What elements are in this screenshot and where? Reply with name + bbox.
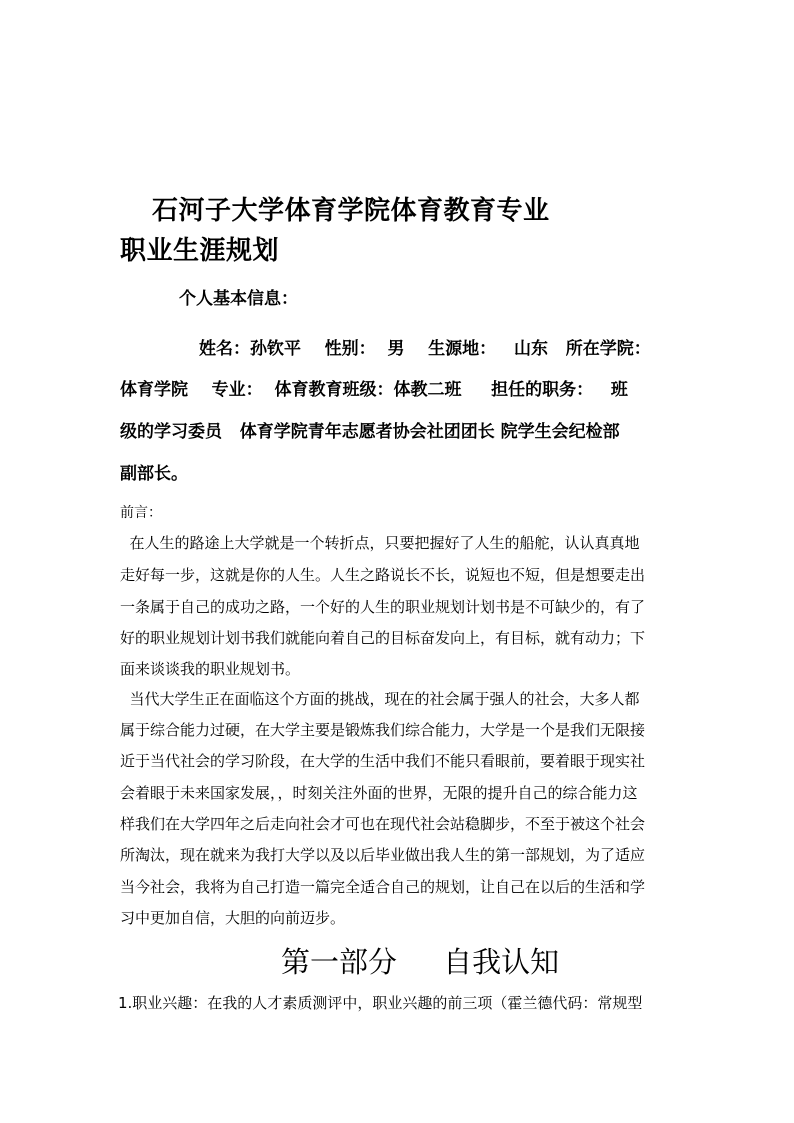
personal-info-line: 体育学院 专业： 体育教育班级：体教二班 担任的职务： 班 [120,380,628,400]
document-title-line2: 职业生涯规划 [120,236,280,266]
preface-line: 近于当代社会的学习阶段，在大学的生活中我们不能只看眼前，要着眼于现实社 [120,752,646,770]
personal-info-line: 副部长。 [120,464,188,484]
personal-info-line: 姓名：孙钦平 性别： 男 生源地： 山东 所在学院： [199,339,651,359]
preface-line: 所淘汰，现在就来为我打大学以及以后毕业做出我人生的第一部规划，为了适应 [120,846,646,864]
section-title: 第一部分 自我认知 [281,945,560,979]
preface-line: 在人生的路途上大学就是一个转折点，只要把握好了人生的船舵，认认真真地 [120,534,640,552]
preface-label: 前言： [120,505,162,521]
preface-line: 样我们在大学四年之后走向社会才可也在现代社会站稳脚步，不至于被这个社会 [120,815,646,833]
personal-info-line: 级的学习委员 体育学院青年志愿者协会社团团长 院学生会纪检部 [120,422,620,442]
preface-line: 习中更加自信，大胆的向前迈步。 [120,909,346,927]
preface-line: 面来谈谈我的职业规划书。 [120,660,301,678]
preface-line: 当代大学生正在面临这个方面的挑战，现在的社会属于强人的社会，大多人都 [120,690,640,708]
preface-line: 当今社会，我将为自己打造一篇完全适合自己的规划，让自己在以后的生活和学 [120,878,646,896]
personal-info-heading: 个人基本信息： [179,289,298,309]
preface-line: 属于综合能力过硬，在大学主要是锻炼我们综合能力，大学是一个是我们无限接 [120,721,646,739]
document-title-line1: 石河子大学体育学院体育教育专业 [152,196,550,226]
section-item: 1.职业兴趣：在我的人才素质测评中，职业兴趣的前三项（霍兰德代码：常规型 [118,994,643,1012]
preface-line: 会着眼于未来国家发展，，时刻关注外面的世界，无限的提升自己的综合能力这 [120,784,638,802]
preface-line: 走好每一步，这就是你的人生。人生之路说长不长，说短也不短，但是想要走出 [120,566,646,584]
preface-line: 好的职业规划计划书我们就能向着自己的目标奋发向上，有目标，就有动力；下 [120,629,646,647]
preface-line: 一条属于自己的成功之路，一个好的人生的职业规划计划书是不可缺少的，有了 [120,598,646,616]
